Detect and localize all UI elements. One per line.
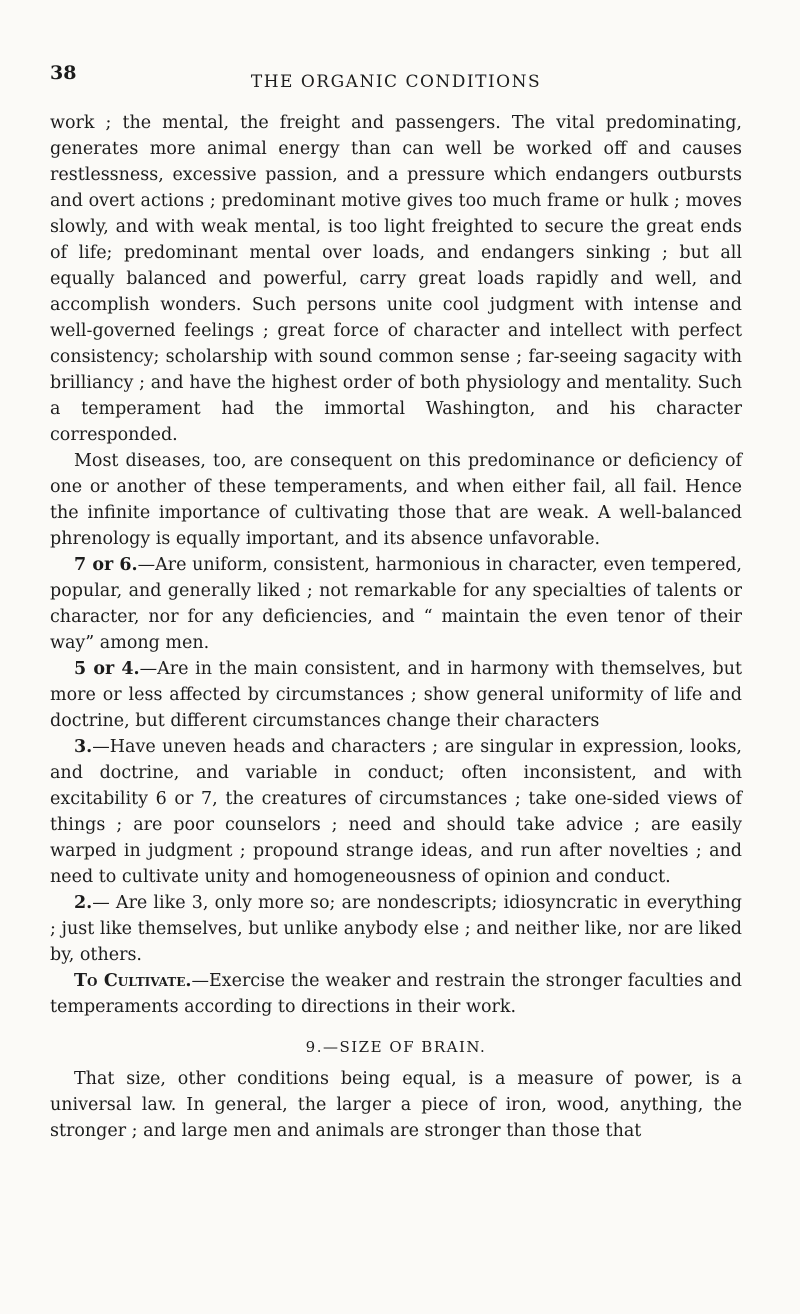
paragraph-text: work ; the mental, the freight and passengers. The vital predominating, generates more animal energy than can well be worked off and causes restlessness, excessive passion, and a pressure which endangers outbursts and overt actions ; predominant motive gives too much frame or hulk ; moves slowly, and with weak mental, is too light freighted to secure the great ends of life; predominant mental over loads, and endangers sinking ; but all equally balanced and powerful, carry great loads rapidly and well, and accomplish wonders. Such persons unite cool judgment with intense and well-governed feelings ; great force of character and intellect with perfect consistency; scholarship with sound common sense ; far-seeing sagacity with brilliancy ; and have the highest order of both physiology and mentality. Such a temperament had the immortal Washington, and his character corresponded. bbox=[50, 113, 742, 445]
degree-label: 3. bbox=[74, 737, 93, 757]
paragraph-degree-2 bbox=[50, 890, 742, 968]
paragraph-text: That size, other conditions being equal, is a measure of power, is a universal law. In general, the larger a piece of iron, wood, anything, the stronger ; and large men and animals are stronger than those that bbox=[50, 1069, 742, 1141]
paragraph-text: Most diseases, too, are consequent on this predominance or deficiency of one or another of these temperaments, and when either fail, all fail. Hence the infinite importance of cultivating those that are weak. A well-balanced phrenology is equally important, and its absence unfavorable. bbox=[50, 451, 742, 549]
paragraph-text: —Have uneven heads and characters ; are singular in expression, looks, and doctrine, and variable in conduct; often inconsistent, and with excitability 6 or 7, the creatures of circumstances ; take one-sided views of things ; are poor counselors ; need and should take advice ; are easily warped in judgment ; propound strange ideas, and run after novelties ; and need to cultivate unity and homogeneousness of opinion and conduct. bbox=[50, 737, 742, 887]
paragraph-text: —Exercise the weaker and restrain the stronger faculties and temperaments according to directions in their work. bbox=[50, 971, 742, 1017]
paragraph-degree-5-or-4 bbox=[50, 656, 742, 734]
paragraph-to-cultivate bbox=[50, 968, 742, 1020]
paragraph-temperament-balance bbox=[50, 110, 742, 448]
paragraph-text: — Are like 3, only more so; are nondescripts; idiosyncratic in everything ; just like themselves, but unlike anybody else ; and neither like, nor are liked by, others. bbox=[50, 893, 742, 965]
running-title: THE ORGANIC CONDITIONS bbox=[250, 72, 542, 92]
body-text bbox=[50, 110, 742, 1144]
degree-label: 2. bbox=[74, 893, 93, 913]
paragraph-degree-3 bbox=[50, 734, 742, 890]
page-number: 38 bbox=[50, 62, 77, 84]
paragraph-degree-7-or-6 bbox=[50, 552, 742, 656]
cultivate-label: To Cultivate. bbox=[74, 971, 192, 991]
section-heading-size-of-brain: 9.—SIZE OF BRAIN. bbox=[305, 1038, 487, 1056]
paragraph-size-of-brain bbox=[50, 1066, 742, 1144]
degree-label: 7 or 6. bbox=[74, 555, 138, 575]
paragraph-diseases bbox=[50, 448, 742, 552]
paragraph-text: —Are uniform, consistent, harmonious in character, even tempered, popular, and generally liked ; not remarkable for any specialties of talents or character, nor for any deficiencies, and “ maintain the even tenor of their way” among men. bbox=[50, 555, 742, 653]
paragraph-text: —Are in the main consistent, and in harmony with themselves, but more or less affected by circumstances ; show general uniformity of life and doctrine, but different circumstances change their characters bbox=[50, 659, 742, 731]
degree-label: 5 or 4. bbox=[74, 659, 140, 679]
